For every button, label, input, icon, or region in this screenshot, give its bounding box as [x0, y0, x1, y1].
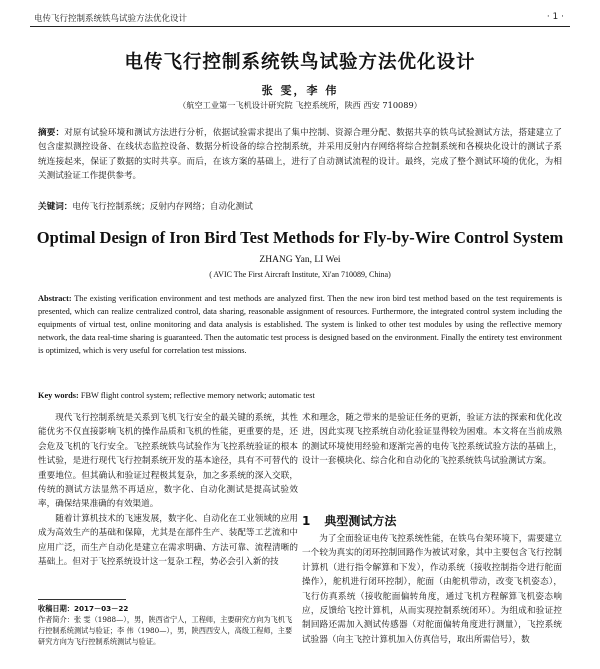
- body-right-column-section1: [302, 532, 562, 647]
- keywords-en: [38, 389, 562, 403]
- body-right-column: [302, 411, 562, 469]
- section-number: 1: [302, 514, 311, 528]
- body-paragraph: 随着计算机技术的飞速发展，数字化、自动化在工业领域的应用成为高效生产的基础和保障，尤其是在部件生产、装配等工艺流和中应用广泛，而生产自动化是建立在需求明确、方法可靠、流程清晰的基础上。但对于飞控系统设计这一复杂工程，势必会引入新的技: [38, 513, 298, 568]
- page-number: · 1 ·: [546, 12, 564, 22]
- keywords-en-label: Key words:: [38, 391, 79, 400]
- authors-en: ZHANG Yan, LI Wei: [259, 255, 341, 265]
- section-title: 典型测试方法: [324, 514, 397, 528]
- paper-title-en: Optimal Design of Iron Bird Test Methods for Fly-by-Wire Control System: [36, 228, 564, 247]
- abstract-cn-text: 对原有试验环境和测试方法进行分析，依据试验需求提出了集中控制、资源合理分配、数据共享的铁鸟试验测试方法，搭建建立了包含虚拟测控设备、在线状态监控设备、数据分析设备的综合控制系统，并采用反射内存网络将综合控制系统和各模块化设计的测试子系统连接起来，保证了数据的实时共享。而后，在该方案的基础上，进行了自动测试流程的设计。最终，完成了整个测试环境的优化，为相关测试验证工作提供参考。: [38, 128, 562, 181]
- keywords-cn-label: 关键词：: [38, 202, 73, 212]
- abstract-cn: [38, 126, 562, 183]
- keywords-cn-text: 电传飞行控制系统；反射内存网络；自动化测试: [72, 202, 253, 212]
- body-paragraph: 现代飞行控制系统是关系到飞机飞行安全的最关键的系统，其性能优劣不仅直接影响飞机的操作品质和飞机的性能，更重要的是，还会危及飞机的飞行安全。飞控系统铁鸟试验作为飞控系统验证的根本性试验，是进行现代飞行控制系统开发的基本途径，具有不可替代的重要地位。但其确认和验证过程极其复杂，加之多系统的深入交联，传统的测试方法显然不再适应，数字化、自动化测试是提高试验效率，确保结果准确的有效渠道。: [38, 413, 298, 510]
- running-head: [30, 10, 570, 24]
- author-bio: 作者简介：张 雯（1988—），男，陕西省宁人，工程师，主要研究方向为飞机飞行控制系统测试与验证；李 伟（1980—），男，陕西西安人，高级工程师，主要研究方向为飞行控制系统测试与验证。: [38, 615, 293, 646]
- body-paragraph: 术和理念，随之带来的是验证任务的更新，验证方法的探索和优化改进，因此实现飞控系统自动化验证显得较为困难。本文将在当前成熟的测试环境使用经验和逐渐完善的电传飞控系统试验方法的基础上，设计一套模块化、综合化和自动化的飞控系统铁鸟试验测试方案。: [302, 413, 562, 467]
- body-paragraph: 为了全面验证电传飞控系统性能，在铁鸟台架环境下，需要建立一个较为真实的闭环控制回路作为被试对象，其中主要包含飞行控制计算机（进行指令解算和下发），作动系统（接收控制指令进行舵面操作），舵机进行闭环控制），舵面（由舵机带动，改变飞机姿态），飞行仿真系统（接收舵面偏转角度，通过飞机方程解算飞机姿态响应，反馈给飞控计算机，从而实现控制系统闭环）。为组成和验证控制回路还需加入测试传感器（对舵面偏转角度进行测量），飞控系统试验器（向主飞控计算机加入仿真信号，取出所需信号），数: [302, 534, 562, 645]
- received-date: 收稿日期：2017－03－22: [38, 604, 129, 613]
- section-heading: [302, 512, 396, 529]
- footnote-rule: [38, 599, 126, 600]
- paper-title-cn: 电传飞行控制系统铁鸟试验方法优化设计: [124, 52, 476, 73]
- abstract-cn-label: 摘要：: [38, 128, 65, 138]
- running-head-title: 电传飞行控制系统铁鸟试验方法优化设计: [34, 14, 188, 24]
- header-rule: [30, 26, 570, 27]
- affiliation-cn: （航空工业第一飞机设计研究院 飞控系统所，陕西 西安 710089）: [178, 100, 422, 110]
- abstract-en: [38, 292, 562, 357]
- keywords-cn: [38, 200, 562, 214]
- abstract-en-text: The existing verification environment and test methods are analyzed first. Then the new iron bird test method based on the test requirements is presented, which can realize centralized control, data sharing, reasonable assignment of resources. Furthermore, the integrated control system including the equipments of virtual test, online monitoring and data analysis is established. The system is linked to other test modules by using the reflective memory network, the data real-time sharing is guaranteed. Then the automatic test process is designed based on the environment. Finally the entirety test environment is optimized, which is very useful for correlation test missions.: [38, 294, 562, 356]
- affiliation-en: ( AVIC The First Aircraft Institute, Xi'an 710089, China): [209, 270, 391, 279]
- authors-cn: 张 雯，李 伟: [261, 84, 339, 97]
- footnote: [38, 603, 298, 647]
- abstract-en-label: Abstract:: [38, 294, 72, 303]
- keywords-en-text: FBW flight control system; reflective memory network; automatic test: [80, 391, 315, 400]
- body-left-column: [38, 411, 298, 569]
